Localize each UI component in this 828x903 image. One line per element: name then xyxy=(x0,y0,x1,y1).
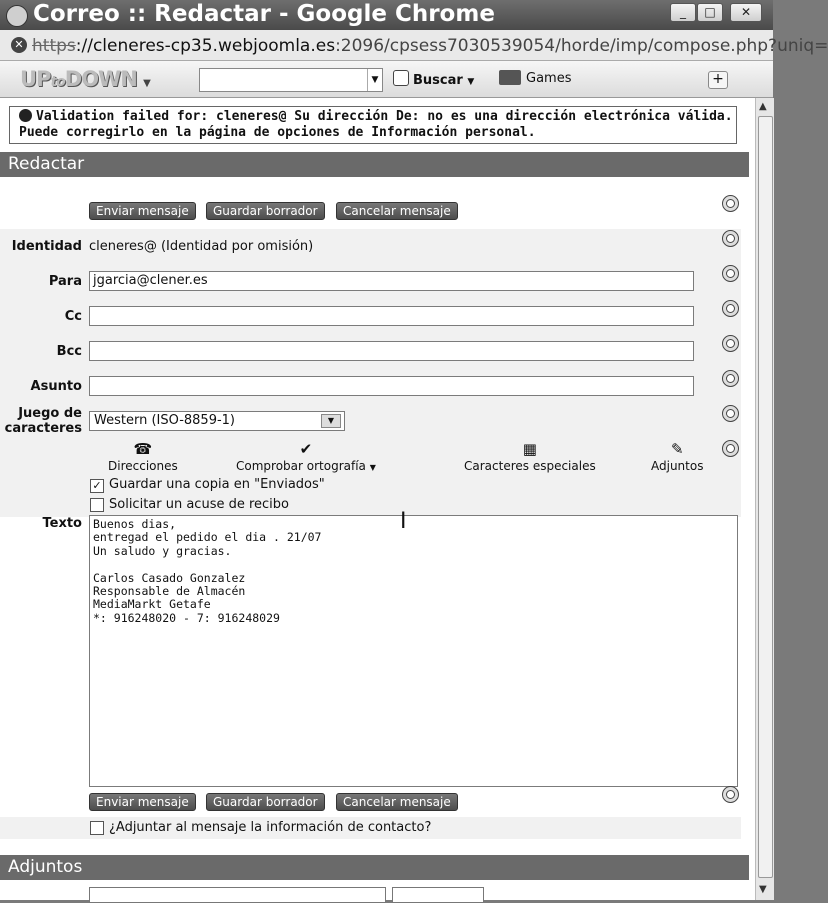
search-dropdown-icon[interactable]: ▼ xyxy=(367,69,382,91)
identity-value[interactable]: cleneres@ (Identidad por omisión) xyxy=(89,239,314,254)
logo-dropdown-icon[interactable]: ▼ xyxy=(143,78,150,89)
identity-label: Identidad xyxy=(11,239,82,254)
read-receipt-checkbox[interactable] xyxy=(90,498,104,512)
vertical-scrollbar[interactable] xyxy=(755,98,774,900)
text-label: Texto xyxy=(42,516,82,531)
buscar-button[interactable]: Buscar ▼ xyxy=(393,70,474,88)
special-characters-icon: ▦ xyxy=(522,440,537,458)
send-message-button-top[interactable]: Enviar mensaje xyxy=(89,202,196,220)
url-text[interactable]: https://cleneres-cp35.webjoomla.es:2096/cpsess7030539054/horde/imp/compose.php?uniq= xyxy=(32,36,828,56)
attachment-select[interactable] xyxy=(392,887,484,903)
chevron-down-icon: ▼ xyxy=(369,463,376,472)
attachment-file-input[interactable] xyxy=(89,887,386,903)
search-play-icon xyxy=(393,70,409,86)
spellcheck-icon: ✔ xyxy=(299,440,313,458)
cancel-message-button-bottom[interactable]: Cancelar mensaje xyxy=(336,793,458,811)
help-icon[interactable] xyxy=(722,440,739,457)
stop-loading-icon[interactable]: ✕ xyxy=(11,37,27,53)
help-icon[interactable] xyxy=(722,335,739,352)
addresses-button[interactable]: ☎ Direcciones xyxy=(108,440,178,473)
save-copy-label[interactable]: Guardar una copia en "Enviados" xyxy=(109,477,325,492)
validation-notice: Validation failed for: cleneres@ Su dirección De: no es una dirección electrónica válida. Puede corregirlo en la página de opciones de Información personal. xyxy=(9,106,737,144)
buscar-dropdown-icon: ▼ xyxy=(467,77,475,87)
send-message-button-bottom[interactable]: Enviar mensaje xyxy=(89,793,196,811)
charset-label-line2: caracteres xyxy=(4,421,82,436)
window-titlebar xyxy=(0,0,773,30)
bcc-label: Bcc xyxy=(56,344,82,359)
attach-contact-checkbox[interactable] xyxy=(90,821,104,835)
window-title: Correo :: Redactar - Google Chrome xyxy=(33,1,495,27)
chrome-app-icon xyxy=(6,5,28,27)
address-bar xyxy=(0,30,828,61)
page-content xyxy=(0,98,755,900)
save-draft-button-bottom[interactable]: Guardar borrador xyxy=(206,793,325,811)
uptodown-toolbar xyxy=(0,61,773,98)
charset-select[interactable]: Western (ISO-8859-1) ▼ xyxy=(89,411,345,431)
add-button[interactable]: + xyxy=(708,71,728,89)
scroll-down-icon[interactable]: ▼ xyxy=(759,884,767,895)
help-icon[interactable] xyxy=(722,786,739,803)
help-icon[interactable] xyxy=(722,405,739,422)
spellcheck-button[interactable]: ✔ Comprobar ortografía ▼ xyxy=(236,440,376,473)
to-label: Para xyxy=(48,274,82,289)
attachments-button[interactable]: ✎ Adjuntos xyxy=(651,440,704,473)
help-icon[interactable] xyxy=(722,265,739,282)
read-receipt-label[interactable]: Solicitar un acuse de recibo xyxy=(109,497,290,512)
cancel-message-button-top[interactable]: Cancelar mensaje xyxy=(336,202,458,220)
toolbar-search-input[interactable] xyxy=(199,68,383,92)
minimize-icon[interactable]: _ xyxy=(670,3,696,22)
stop-hand-icon xyxy=(19,109,32,122)
help-icon[interactable] xyxy=(722,370,739,387)
help-icon[interactable] xyxy=(722,195,739,212)
attach-contact-label[interactable]: ¿Adjuntar al mensaje la información de contacto? xyxy=(109,820,432,835)
scroll-up-icon[interactable]: ▲ xyxy=(759,101,767,112)
special-characters-button[interactable]: ▦ Caracteres especiales xyxy=(464,440,596,473)
save-copy-checkbox[interactable]: ✓ xyxy=(90,479,104,493)
message-body-textarea[interactable]: Buenos dias, entregad el pedido el dia . 21/07 Un saludo y gracias. Carlos Casado Gonzalez Responsable de Almacén MediaMarkt Getafe *: 916248020 - 7: 916248029 xyxy=(89,515,738,787)
games-icon xyxy=(499,70,521,85)
address-book-icon: ☎ xyxy=(133,440,153,458)
help-icon[interactable] xyxy=(722,230,739,247)
section-header-adjuntos: Adjuntos xyxy=(0,855,749,880)
to-field[interactable]: jgarcia@clener.es xyxy=(89,271,694,291)
close-icon[interactable]: ✕ xyxy=(730,3,762,22)
subject-label: Asunto xyxy=(30,379,82,394)
cc-label: Cc xyxy=(64,309,82,324)
scrollbar-thumb[interactable] xyxy=(758,116,773,878)
charset-label-line1: Juego de xyxy=(18,406,82,421)
chevron-down-icon[interactable]: ▼ xyxy=(321,414,341,428)
subject-field[interactable] xyxy=(89,376,694,396)
cc-field[interactable] xyxy=(89,306,694,326)
save-draft-button-top[interactable]: Guardar borrador xyxy=(206,202,325,220)
maximize-icon[interactable]: □ xyxy=(697,3,723,22)
text-cursor-icon: I xyxy=(400,509,407,534)
uptodown-logo[interactable]: UPtoDOWN ▼ xyxy=(20,67,150,91)
paperclip-icon: ✎ xyxy=(670,440,684,458)
games-button[interactable]: Games xyxy=(499,70,571,86)
bcc-field[interactable] xyxy=(89,341,694,361)
section-header-redactar: Redactar xyxy=(0,152,749,177)
help-icon[interactable] xyxy=(722,300,739,317)
